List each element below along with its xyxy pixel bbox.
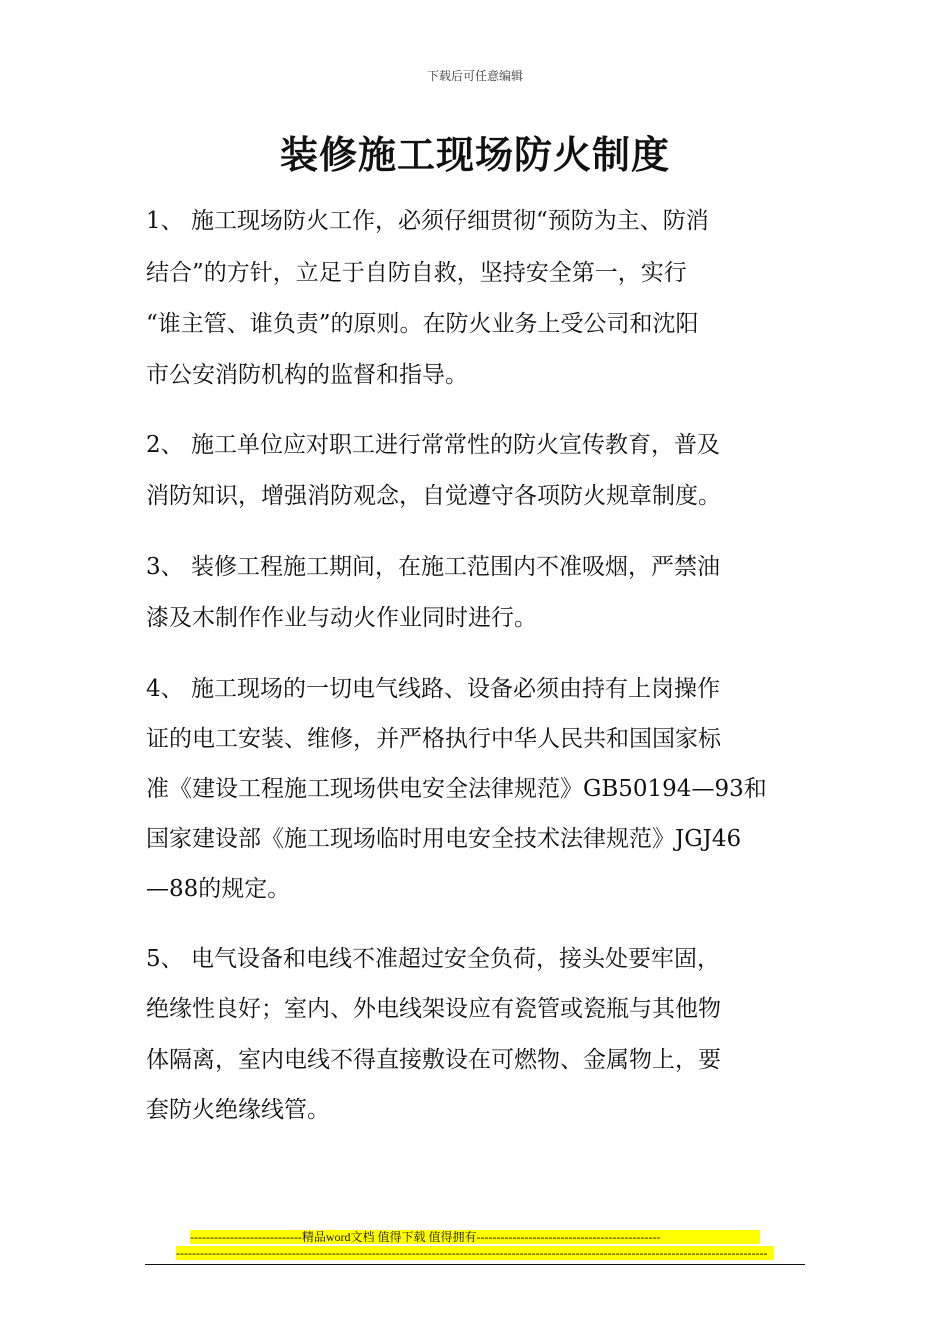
body-line: 国家建设部《施工现场临时用电安全技术法律规范》JGJ46 — [146, 826, 742, 852]
body-line: 消防知识，增强消防观念，自觉遵守各项防火规章制度。 — [146, 483, 721, 509]
header-note: 下载后可任意编辑 — [426, 69, 523, 83]
body-line: 体隔离，室内电线不得直接敷设在可燃物、金属物上，要 — [146, 1047, 721, 1073]
body-line: 漆及木制作作业与动火作业同时进行。 — [146, 605, 537, 631]
body-line: “谁主管、谁负责”的原则。在防火业务上受公司和沈阳 — [146, 311, 699, 337]
body-line: —88的规定。 — [146, 876, 291, 902]
document-title: 装修施工现场防火制度 — [279, 133, 670, 177]
body-line: 准《建设工程施工现场供电安全法律规范》GB50194—93和 — [146, 776, 767, 802]
body-line: 4、 施工现场的一切电气线路、设备必须由持有上岗操作 — [146, 676, 720, 702]
footer-dash-line: ---------------------------------------------------------------------------------------------------------------------------------------------------- — [176, 1246, 774, 1260]
body-line: 1、 施工现场防火工作，必须仔细贯彻“预防为主、防消 — [146, 208, 709, 234]
body-line: 3、 装修工程施工期间，在施工范围内不准吸烟，严禁油 — [146, 554, 720, 580]
body-line: 结合”的方针，立足于自防自救，坚持安全第一，实行 — [146, 260, 687, 286]
body-line: 5、 电气设备和电线不准超过安全负荷，接头处要牢固， — [146, 946, 720, 972]
footer-divider — [145, 1264, 805, 1265]
body-line: 套防火绝缘线管。 — [146, 1097, 330, 1123]
body-line: 2、 施工单位应对职工进行常常性的防火宣传教育，普及 — [146, 432, 720, 458]
footer-promo-line: ----------------------------精品word文档 值得下载 值得拥有---------------------------------------------- — [190, 1230, 760, 1244]
body-line: 证的电工安装、维修，并严格执行中华人民共和国国家标 — [146, 726, 721, 752]
body-line: 绝缘性良好；室内、外电线架设应有瓷管或瓷瓶与其他物 — [146, 996, 721, 1022]
body-line: 市公安消防机构的监督和指导。 — [146, 362, 468, 388]
